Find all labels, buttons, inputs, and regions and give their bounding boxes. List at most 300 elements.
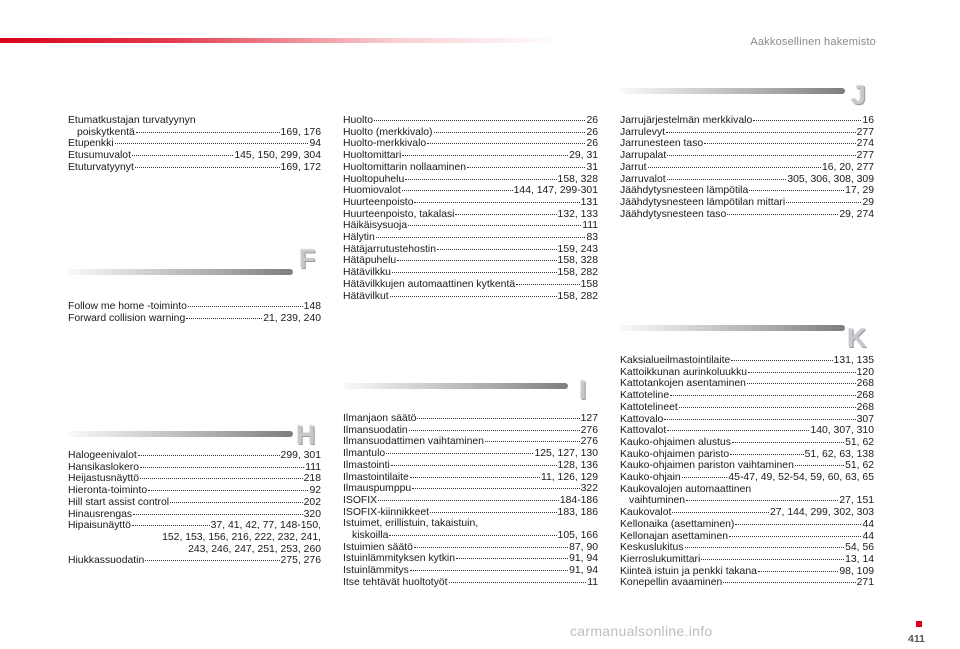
index-entry-pages: 218 [303,473,321,485]
index-entry-pages: 17, 29 [845,185,874,197]
index-entry-pages: 145, 150, 299, 304 [234,150,321,162]
index-entry [343,127,598,139]
dot-leader [148,490,308,491]
index-entry-pages: 274 [856,138,874,150]
index-entry-term: Kattotankojen asentaminen [620,378,746,390]
dot-leader [410,477,540,478]
index-entry-pages: 184-186 [559,494,598,506]
index-entry-term: Istuimet, erillistuin, takaistuin, [343,518,479,530]
index-entry-pages: 16, 20, 277 [822,161,874,173]
index-entry-term: Jarruvalot [620,173,666,185]
index-entry-pages: 111 [582,220,598,232]
section-bar-i [343,383,568,389]
index-entry [620,127,874,139]
index-entry [343,495,598,507]
dot-leader [747,383,856,384]
index-entry-term: Etusumuvalot [68,150,131,162]
index-entry-term: Hälytin [343,232,375,244]
index-entry-term: Huolto (merkkivalo) [343,126,433,138]
index-entry [620,367,874,379]
index-entry-term: Kattovalot [620,425,667,437]
index-entry [343,565,598,577]
index-entry-pages: 45-47, 49, 52-54, 59, 60, 63, 65 [728,472,874,484]
header-accent-bar [0,38,560,43]
dot-leader [417,418,579,419]
index-entry-term: Etuturvatyynyt [68,161,134,173]
index-entry [68,520,321,532]
dot-leader [427,143,585,144]
dot-leader [132,525,210,526]
index-entry-term: Etumatkustajan turvatyynyn [68,115,196,126]
index-entry-term: Huoltomittari [343,150,402,162]
index-entry [68,150,321,162]
index-column-1-top [68,115,321,174]
index-entry [343,413,598,425]
index-entry-term: Ilmastointi [343,459,390,471]
dot-leader [133,514,303,515]
dot-leader [748,372,856,373]
index-entry-pages: 148 [303,301,321,312]
index-entry-term: Kauko-ohjaimen paristo [620,448,730,460]
index-entry [620,197,874,209]
index-entry-pages: 158, 282 [557,290,598,302]
index-entry-pages: 111 [305,461,321,473]
index-entry-pages: 131, 135 [833,355,874,366]
index-entry-pages: 268 [856,378,874,390]
index-entry [68,473,321,485]
index-entry-pages: 158, 328 [557,173,598,185]
index-entry [343,255,598,267]
index-entry-term: ISOFIX-kiinnikkeet [343,506,430,518]
dot-leader [786,202,861,203]
index-entry [620,138,874,150]
index-entry-pages: 169, 172 [280,161,321,173]
dot-leader [732,442,844,443]
dot-leader [730,454,803,455]
dot-leader [670,395,856,396]
dot-leader [749,190,844,191]
index-entry [343,553,598,565]
index-entry-pages: 54, 56 [845,542,874,554]
index-entry-term: Kattovalo [620,413,664,425]
index-entry-term: Kiinteä istuin ja penkki takana [620,565,757,577]
dot-leader [115,143,309,144]
index-entry-pages: 92 [309,485,321,497]
index-entry-pages: 105, 166 [557,530,598,542]
section-bar-j [620,88,845,94]
dot-leader [412,488,580,489]
dot-leader [648,167,821,168]
index-entry-pages: 275, 276 [280,555,321,567]
index-entry-pages: 44 [862,530,874,542]
index-column-2-top [343,115,598,302]
section-bar-f [68,269,293,275]
index-entry-pages: 140, 307, 310 [810,425,874,437]
index-entry [620,174,874,186]
index-entry [68,301,321,313]
dot-leader [392,272,557,273]
index-entry-term: Huurteenpoisto [343,196,414,208]
index-entry [68,162,321,174]
index-entry-term: Jarrunesteen taso [620,138,704,150]
index-entry [620,495,874,507]
index-entry-pages: 83 [586,232,598,244]
index-entry [343,530,598,542]
index-entry-term: Häikäisysuoja [343,220,408,232]
index-entry-term: Kattoikkunan aurinkoluukku [620,366,748,378]
index-entry-term: Ilmansuodattimen vaihtaminen [343,436,484,448]
dot-leader [434,132,586,133]
index-entry-pages: 158, 282 [557,267,598,279]
dot-leader [667,155,855,156]
index-entry-pages: 29, 274 [839,208,874,220]
dot-leader [727,214,838,215]
index-entry [620,566,874,578]
index-entry [68,509,321,521]
index-entry [343,197,598,209]
dot-leader [667,430,809,431]
dot-leader [186,318,262,319]
index-entry-term: Konepellin avaaminen [620,577,723,589]
index-entry-pages: 29 [862,196,874,208]
index-entry-term: Kattoteline [620,390,670,402]
section-letter-f: F [299,244,316,274]
index-entry-pages: 26 [586,126,598,138]
dot-leader [408,225,581,226]
index-entry [343,291,598,303]
index-entry-term: Kaukovalot [620,507,672,519]
index-entry [68,555,321,567]
index-entry-term: Huomiovalot [343,185,401,197]
index-section-k [620,355,874,589]
dot-leader [485,441,580,442]
index-entry-pages: 91, 94 [569,553,598,565]
index-entry-pages: 128, 136 [557,459,598,471]
index-entry-term: Hipaisunäyttö [68,520,131,532]
index-entry-pages: 44 [862,518,874,530]
index-entry-term: Huolto [343,115,374,126]
dot-leader [516,284,580,285]
index-entry-pages: 26 [586,138,598,150]
index-entry-term: Huoltopuhelu [343,173,405,185]
index-entry [343,115,598,127]
index-entry [343,185,598,197]
index-entry-pages: 37, 41, 42, 77, 148-150, [210,520,321,532]
index-section-j [620,115,874,220]
index-entry-term: Kattotelineet [620,401,678,413]
index-entry [620,577,874,589]
index-entry-pages: 132, 133 [557,208,598,220]
index-entry [343,138,598,150]
index-entry-term: Huolto-merkkivalo [343,138,427,150]
page-number: 411 [908,633,925,645]
index-entry [343,507,598,519]
index-entry-pages: 94 [309,138,321,150]
index-entry-term: Kauko-ohjaimen alustus [620,436,731,448]
index-entry-pages: 268 [856,390,874,402]
index-entry-term: Kaksialueilmastointilaite [620,355,731,366]
index-entry-term: Jarrulevyt [620,126,666,138]
index-entry [343,542,598,554]
index-entry-term: Forward collision warning [68,312,186,324]
dot-leader [704,143,855,144]
index-entry [343,232,598,244]
dot-leader [467,167,585,168]
index-entry-term: Hätäpuhelu [343,255,397,267]
index-entry [343,436,598,448]
index-entry-term: Hätävilkku [343,267,391,279]
dot-leader [374,120,585,121]
index-entry-term: Jarrut [620,161,647,173]
index-entry-term: Hinausrengas [68,508,133,520]
index-entry-term: Kauko-ohjain [620,472,681,484]
index-entry-pages: 51, 62 [845,436,874,448]
index-entry-term: Istuinlämmitys [343,565,409,577]
dot-leader [140,478,303,479]
index-entry-pages: 169, 176 [280,126,321,138]
dot-leader [795,465,844,466]
dot-leader [376,237,586,238]
index-entry-term: Jarrujärjestelmän merkkivalo [620,115,753,126]
index-entry-term: Ilmastointilaite [343,471,409,483]
dot-leader [679,407,856,408]
index-entry-term: Hill start assist control [68,496,170,508]
index-entry [343,425,598,437]
index-entry [68,450,321,462]
index-entry-pages: 87, 90 [569,541,598,553]
dot-leader [135,167,280,168]
index-entry-pages: 202 [303,496,321,508]
index-entry-pages: 125, 127, 130 [534,448,598,460]
index-entry-term: vaihtuminen [629,495,686,507]
index-entry [343,483,598,495]
dot-leader [682,477,728,478]
dot-leader [409,430,580,431]
index-entry [343,518,598,530]
dot-leader [667,179,787,180]
dot-leader [729,536,861,537]
index-entry-pages: 305, 306, 308, 309 [787,173,874,185]
index-entry-term: poiskytkentä [77,126,135,138]
index-entry-pages: 320 [303,508,321,520]
dot-leader [414,547,568,548]
index-entry [343,577,598,589]
dot-leader [686,500,838,501]
index-entry-pages: 276 [580,424,598,436]
index-entry-term: Halogeenivalot [68,450,137,461]
index-entry-pages: 158 [580,278,598,290]
index-entry-term: Ilmauspumppu [343,483,412,495]
index-entry [343,279,598,291]
index-entry-term: Ilmansuodatin [343,424,408,436]
index-entry [620,519,874,531]
index-entry [68,462,321,474]
page-marker-square [916,621,922,627]
index-entry-term: Istuimien säätö [343,541,413,553]
index-entry [620,425,874,437]
dot-leader [378,500,559,501]
index-entry [68,115,321,127]
index-entry-pages: 271 [856,577,874,589]
index-entry-term: Huoltomittarin nollaaminen [343,161,467,173]
index-entry [620,554,874,566]
index-entry [68,127,321,139]
page-header-title: Aakkosellinen hakemisto [750,36,876,48]
index-entry [620,437,874,449]
dot-leader [170,502,303,503]
index-entry-pages: 120 [856,366,874,378]
index-entry [343,472,598,484]
index-entry-term: Kierroslukumittari [620,553,701,565]
index-entry-term: Ilmantulo [343,448,386,460]
dot-leader [685,547,845,548]
index-entry-pages: 127 [580,413,598,424]
dot-leader [188,306,303,307]
dot-leader [138,455,280,456]
index-entry [620,378,874,390]
index-entry [620,507,874,519]
index-entry [620,209,874,221]
index-entry [620,414,874,426]
index-entry-term: Kaukovalojen automaattinen [620,483,752,495]
index-entry-term: Kauko-ohjaimen pariston vaihtaminen [620,460,794,472]
index-entry-term: Kellonajan asettaminen [620,530,729,542]
dot-leader [397,260,556,261]
index-entry-term: Follow me home -toiminto [68,301,187,312]
dot-leader [735,524,861,525]
index-entry-term: Hätäjarrutustehostin [343,243,436,255]
index-entry-pages: 11, 126, 129 [540,471,598,483]
index-entry [620,449,874,461]
index-entry-continuation: 152, 153, 156, 216, 222, 232, 241, [162,531,321,543]
index-entry [343,174,598,186]
index-entry-term: ISOFIX [343,494,378,506]
index-entry-pages: 144, 147, 299-301 [513,185,598,197]
index-section-i [343,413,598,589]
index-entry-pages: 277 [856,150,874,162]
index-entry [343,162,598,174]
index-entry-term: Etupenkki [68,138,114,150]
index-entry-term: Hätävilkut [343,290,389,302]
dot-leader [723,582,855,583]
index-entry-term: Hätävilkkujen automaattinen kytkentä [343,278,516,290]
index-entry-continuation: 243, 246, 247, 251, 253, 260 [188,543,321,555]
index-entry-pages: 29, 31 [569,150,598,162]
section-letter-k: K [847,323,867,353]
index-entry-pages: 322 [580,483,598,495]
index-entry [68,138,321,150]
index-entry [343,209,598,221]
index-entry [620,390,874,402]
dot-leader [731,360,832,361]
index-entry-term: Heijastusnäyttö [68,473,140,485]
dot-leader [140,467,304,468]
dot-leader [437,249,557,250]
dot-leader [145,560,279,561]
index-entry-pages: 27, 144, 299, 302, 303 [770,507,874,519]
dot-leader [753,120,861,121]
index-entry [620,531,874,543]
section-bar-h [68,431,293,437]
index-entry-pages: 299, 301 [280,450,321,461]
index-entry-term: Itse tehtävät huoltotyöt [343,576,448,588]
index-entry-pages: 51, 62, 63, 138 [804,448,874,460]
dot-leader [758,571,838,572]
index-entry [68,313,321,325]
index-entry [343,267,598,279]
section-bar-k [620,325,845,331]
dot-leader [132,155,233,156]
index-entry-term: Keskuslukitus [620,542,684,554]
dot-leader [391,465,557,466]
index-entry-pages: 307 [856,413,874,425]
index-entry-term: Jarrupalat [620,150,667,162]
index-entry-term: Kellonaika (asettaminen) [620,518,735,530]
index-entry-term: Hiukkassuodatin [68,555,145,567]
index-entry-pages: 159, 243 [557,243,598,255]
index-entry-pages: 277 [856,126,874,138]
index-entry-pages: 91, 94 [569,565,598,577]
index-entry [620,402,874,414]
index-section-f [68,301,321,324]
index-entry-term: Jäähdytysnesteen lämpötilan mittari [620,196,786,208]
dot-leader [456,558,568,559]
dot-leader [402,190,513,191]
index-entry [620,150,874,162]
index-entry-pages: 276 [580,436,598,448]
dot-leader [664,419,855,420]
dot-leader [386,453,533,454]
index-entry [620,542,874,554]
index-section-h [68,450,321,567]
index-entry-term: Ilmanjaon säätö [343,413,417,424]
watermark-text: carmanualsonline.info [570,623,713,639]
dot-leader [410,570,568,571]
dot-leader [136,132,280,133]
dot-leader [455,214,556,215]
dot-leader [701,559,844,560]
index-entry-term: Huurteenpoisto, takalasi [343,208,455,220]
index-entry [620,460,874,472]
section-letter-j: J [851,80,867,110]
index-entry-pages: 131 [580,196,598,208]
index-entry-pages: 98, 109 [839,565,874,577]
dot-leader [672,512,769,513]
dot-leader [390,296,557,297]
section-letter-i: I [579,375,587,405]
index-entry [68,497,321,509]
index-entry-pages: 31 [586,161,598,173]
dot-leader [402,155,568,156]
index-entry-pages: 13, 14 [845,553,874,565]
index-entry-pages: 16 [862,115,874,126]
index-entry-pages: 268 [856,401,874,413]
index-entry-pages: 51, 62 [845,460,874,472]
index-entry [343,150,598,162]
index-entry-pages: 183, 186 [557,506,598,518]
section-letter-h: H [296,420,316,450]
index-entry [620,185,874,197]
dot-leader [389,535,556,536]
index-entry-pages: 27, 151 [839,495,874,507]
dot-leader [449,582,587,583]
dot-leader [430,512,557,513]
index-entry-term: Hieronta-toiminto [68,485,148,497]
dot-leader [666,132,856,133]
index-entry [620,115,874,127]
index-entry [343,448,598,460]
index-entry-pages: 11 [587,576,598,588]
